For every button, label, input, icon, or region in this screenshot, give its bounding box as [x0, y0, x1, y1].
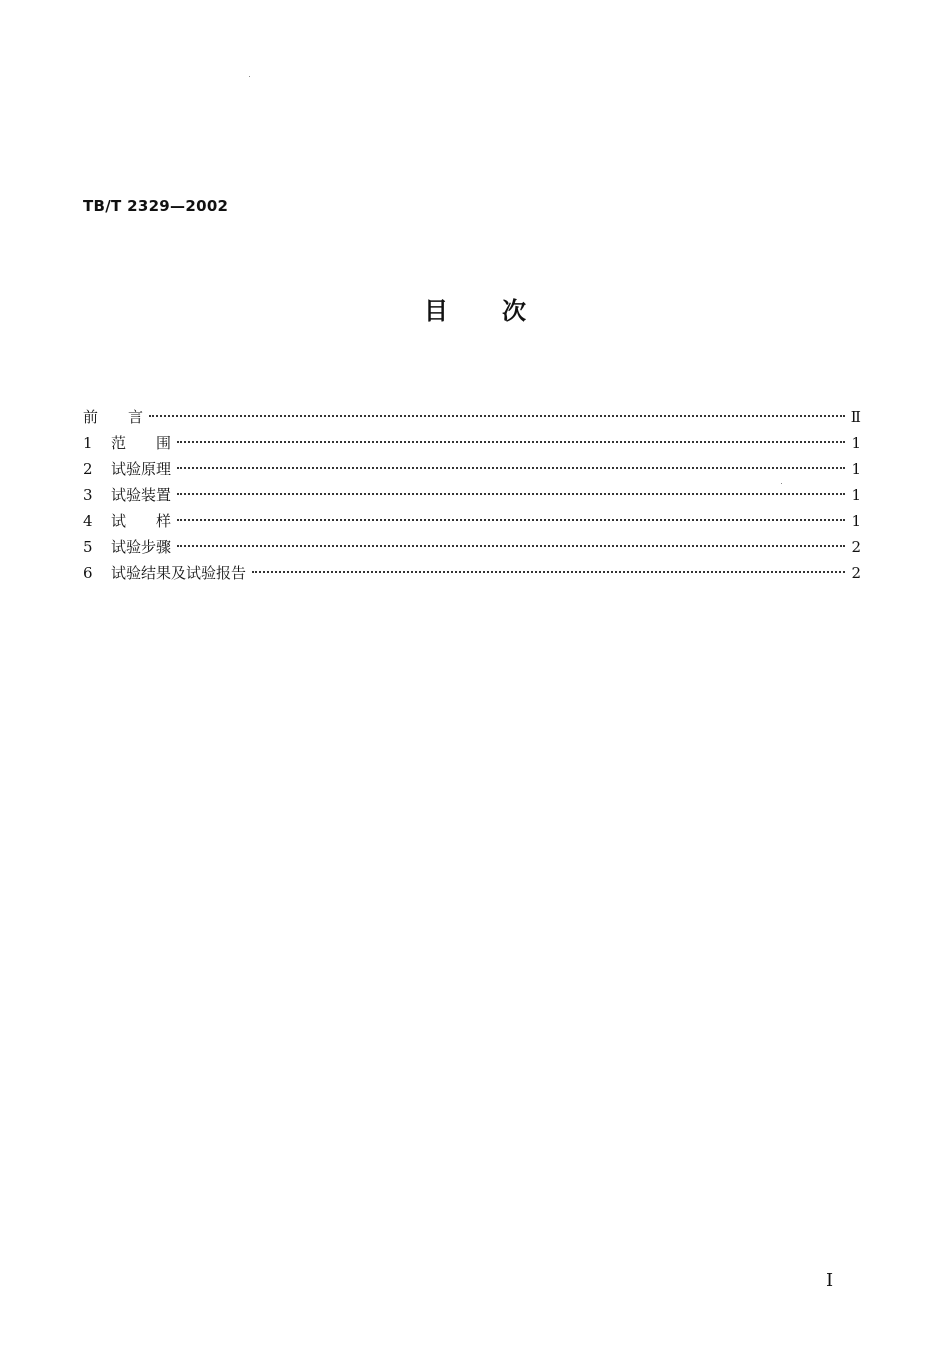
toc-entry-label: 范 围: [111, 434, 172, 452]
toc-entry-scope[interactable]: [83, 430, 861, 456]
scan-speck: [781, 483, 782, 484]
toc-title-char-1: 目: [424, 297, 448, 325]
scan-speck: [249, 76, 250, 77]
toc-entry-page: 1: [851, 434, 861, 452]
toc-entry-label: 试验装置: [111, 486, 172, 504]
toc-entry-specimen[interactable]: [83, 508, 861, 534]
toc-entry-page: 1: [851, 512, 861, 530]
toc-entry-label: 试验结果及试验报告: [111, 564, 247, 582]
toc-entry-page: 2: [851, 538, 861, 556]
standard-code: TB/T 2329—2002: [83, 197, 229, 215]
toc-leader-dots: [177, 519, 845, 521]
toc-entry-label: 试验步骤: [111, 538, 172, 556]
toc-entry-number: 6: [83, 564, 93, 582]
toc-entry-number: 1: [83, 434, 93, 452]
toc-entry-apparatus[interactable]: [83, 482, 861, 508]
toc-entry-page: 1: [851, 460, 861, 478]
toc-entry-results-report[interactable]: [83, 560, 861, 586]
toc-leader-dots: [177, 493, 845, 495]
toc-leader-dots: [177, 467, 845, 469]
toc-leader-dots: [252, 571, 845, 573]
table-of-contents: [83, 404, 861, 586]
toc-entry-label: 试验原理: [111, 460, 172, 478]
toc-entry-procedure[interactable]: [83, 534, 861, 560]
toc-entry-foreword[interactable]: [83, 404, 861, 430]
toc-entry-number: 3: [83, 486, 93, 504]
toc-entry-number: 5: [83, 538, 93, 556]
toc-leader-dots: [177, 545, 845, 547]
toc-entry-page: 1: [851, 486, 861, 504]
toc-entry-principle[interactable]: [83, 456, 861, 482]
toc-entry-label: 前 言: [83, 408, 144, 426]
toc-title: [0, 296, 950, 326]
toc-entry-label: 试 样: [111, 512, 172, 530]
toc-entry-number: 4: [83, 512, 93, 530]
page-number: I: [826, 1270, 834, 1291]
toc-entry-page: Ⅱ: [850, 408, 861, 426]
toc-leader-dots: [177, 441, 845, 443]
toc-leader-dots: [149, 415, 845, 417]
toc-title-char-2: 次: [502, 297, 526, 325]
toc-entry-number: 2: [83, 460, 93, 478]
toc-entry-page: 2: [851, 564, 861, 582]
